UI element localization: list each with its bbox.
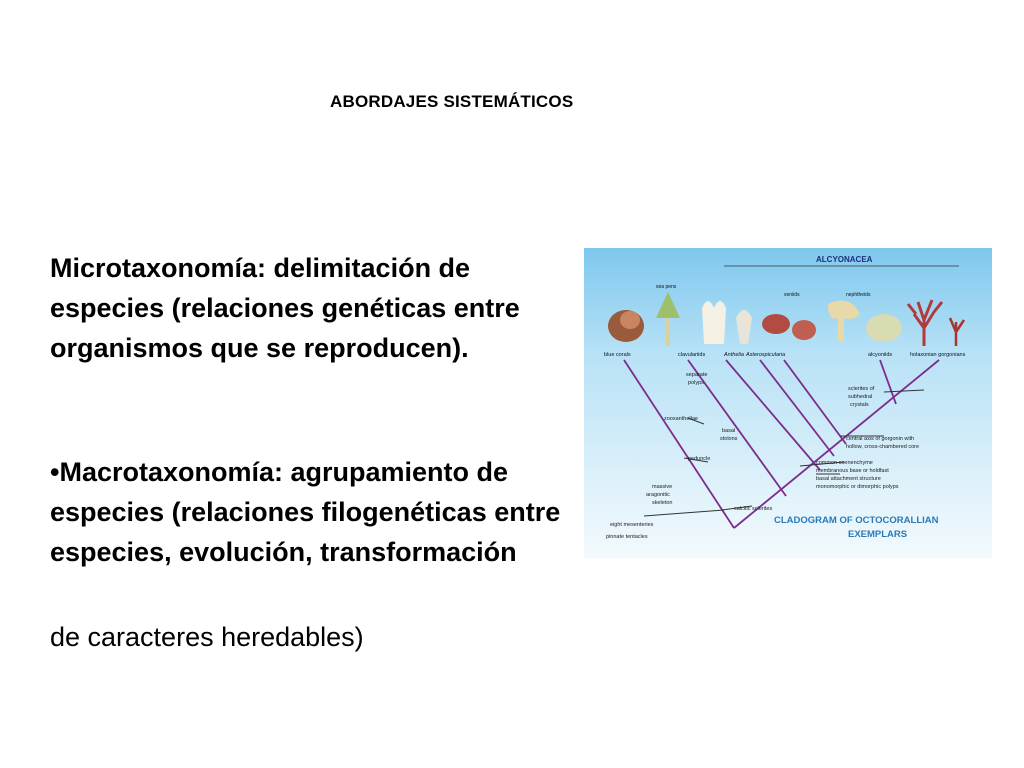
char-calcitic-sclerites: calcitic sclerites bbox=[734, 506, 773, 512]
char-stolons: stolons bbox=[720, 436, 738, 442]
char-skeleton: skeleton bbox=[652, 500, 673, 506]
char-peduncle: peduncle bbox=[688, 456, 711, 462]
sub-label-nephtheids: nephtheids bbox=[846, 292, 871, 298]
microtaxonomy-line-3: organismos que se reproducen). bbox=[50, 333, 469, 363]
slide-title: ABORDAJES SISTEMÁTICOS bbox=[330, 92, 574, 111]
taxon-alcyoniids: alcyoniids bbox=[868, 352, 893, 358]
char-polyp-morphs: monomorphic or dimorphic polyps bbox=[816, 484, 899, 490]
char-massive: massive bbox=[652, 484, 673, 490]
microtaxonomy-paragraph bbox=[50, 248, 590, 368]
char-separate: separate bbox=[686, 372, 708, 378]
char-membranous-base: membranous base or holdfast bbox=[816, 468, 889, 474]
microtaxonomy-line-1: Microtaxonomía: delimitación de bbox=[50, 253, 471, 283]
char-basal: basal bbox=[722, 428, 736, 434]
char-subhedral-line2: subhedral bbox=[848, 394, 873, 400]
char-zooxanthellae: zooxanthellae bbox=[664, 416, 698, 422]
char-polyps: polyps bbox=[688, 380, 704, 386]
char-basal-attachment: basal attachment structure bbox=[816, 476, 881, 482]
taxon-anthelia: Anthelia bbox=[724, 352, 744, 358]
macrotaxonomy-line-1: •Macrotaxonomía: agrupamiento de bbox=[50, 457, 509, 487]
cladogram-svg bbox=[584, 248, 992, 558]
char-central-axis-line2: hollow, cross-chambered core bbox=[846, 444, 920, 450]
macrotaxonomy-paragraph bbox=[50, 452, 590, 572]
char-aragonitic: aragonitic bbox=[646, 492, 670, 498]
cladogram-caption-line2: EXEMPLARS bbox=[848, 529, 908, 540]
taxon-holaxonian-gorgonians: holaxonian gorgonians bbox=[910, 352, 966, 358]
sub-label-xeniids: xeniids bbox=[784, 292, 800, 298]
char-pinnate-tentacles: pinnate tentacles bbox=[606, 534, 648, 540]
taxon-blue-corals: blue corals bbox=[604, 352, 631, 358]
macrotaxonomy-line-2: especies (relaciones filogenéticas entre bbox=[50, 497, 561, 527]
cladogram-caption-line1: CLADOGRAM OF OCTOCORALLIAN bbox=[774, 515, 939, 526]
sub-label-sea-pens: sea pens bbox=[656, 284, 677, 290]
cladogram-image bbox=[584, 248, 992, 558]
microtaxonomy-line-2: especies (relaciones genéticas entre bbox=[50, 293, 520, 323]
macrotaxonomy-line-3: especies, evolución, transformación bbox=[50, 537, 517, 567]
char-subhedral-line1: sclerites of bbox=[848, 386, 875, 392]
taxon-clavulariids: clavulariids bbox=[678, 352, 706, 358]
char-common-coenenchyme: common coenenchyme bbox=[816, 460, 873, 466]
continuation-line: de caracteres heredables) bbox=[50, 622, 364, 652]
char-subhedral-line3: crystals bbox=[850, 402, 869, 408]
taxon-asterospicularia: Asterospicularia bbox=[746, 352, 786, 358]
char-central-axis-line1: central axis of gorgonin with bbox=[846, 436, 915, 442]
char-eight-mesenteries: eight mesenteries bbox=[610, 522, 654, 528]
group-label-alcyonacea: ALCYONACEA bbox=[816, 255, 873, 264]
